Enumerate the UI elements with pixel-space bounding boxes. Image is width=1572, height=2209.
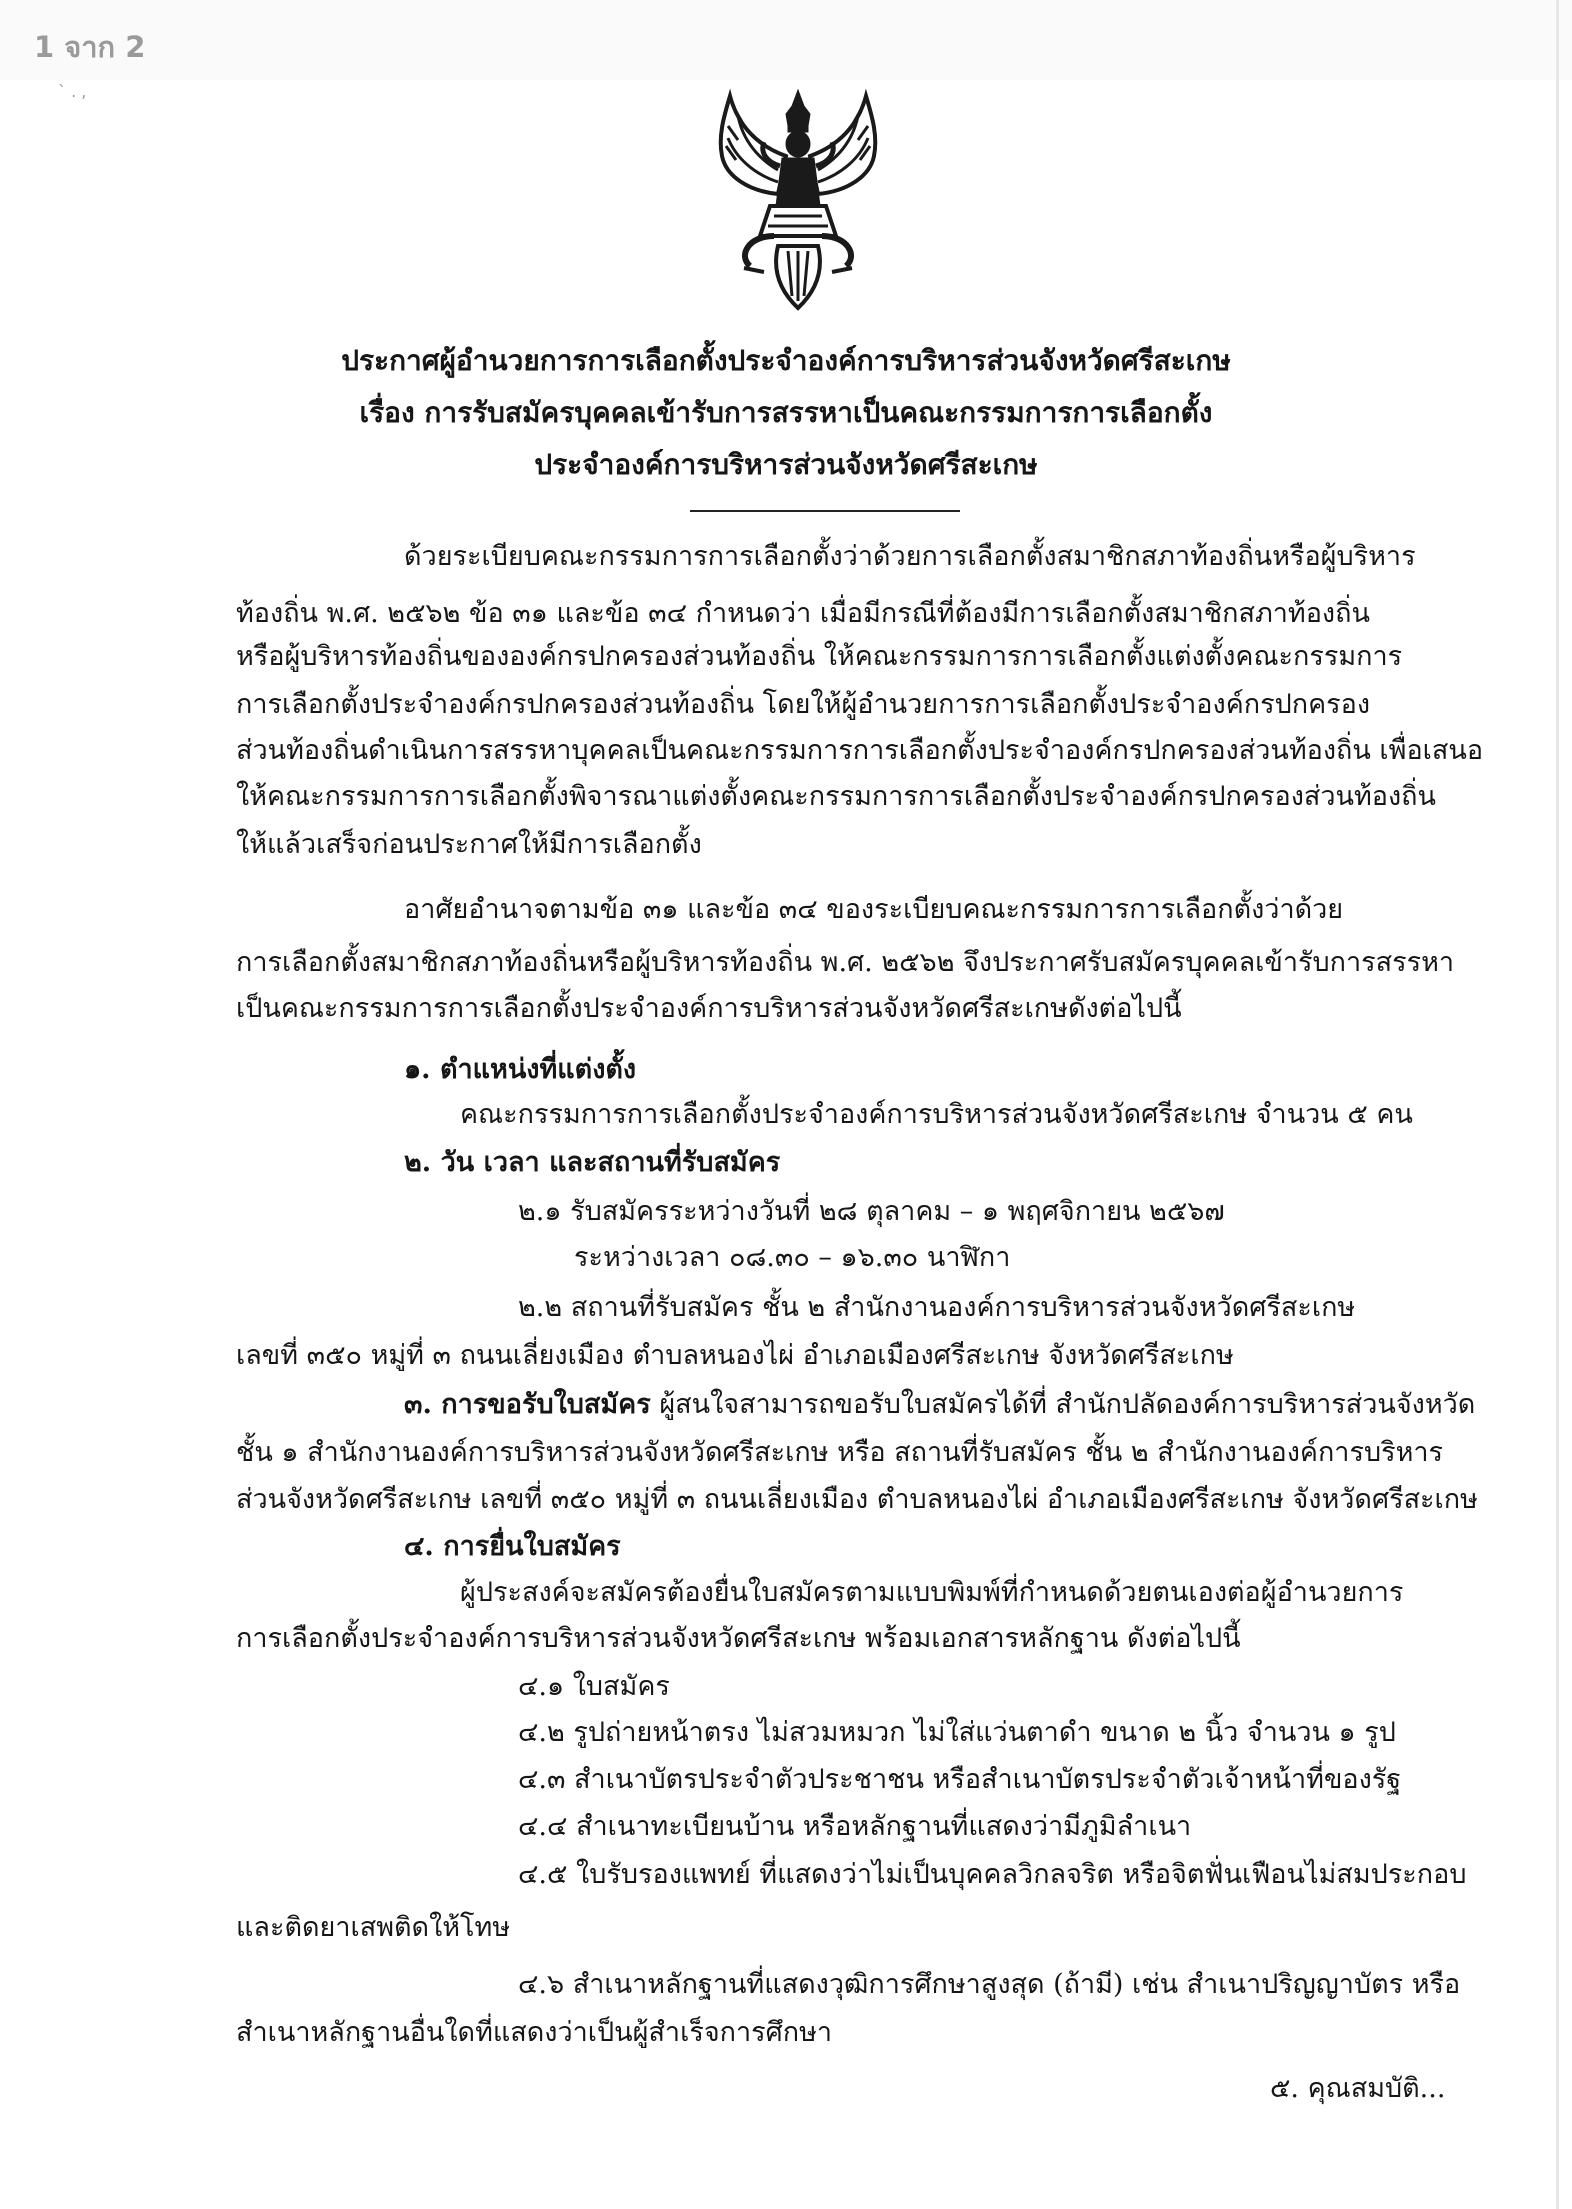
authority-line: อาศัยอำนาจตามข้อ ๓๑ และข้อ ๓๔ ของระเบียบคณะกรรมการการเลือกตั้งว่าด้วย: [404, 894, 1344, 925]
continued-marker: ๕. คุณสมบัติ...: [1270, 2073, 1446, 2104]
section-4-item-cont: และติดยาเสพติดให้โทษ: [236, 1912, 511, 1943]
section-3-line: ส่วนจังหวัดศรีสะเกษ เลขที่ ๓๕๐ หมู่ที่ ๓ ถนนเลี่ยงเมือง ตำบลหนองไผ่ อำเภอเมืองศรีสะเกษ จังหวัดศรีสะเกษ: [236, 1484, 1478, 1515]
section-4-body: ผู้ประสงค์จะสมัครต้องยื่นใบสมัครตามแบบพิมพ์ที่กำหนดด้วยตนเองต่อผู้อำนวยการ: [460, 1577, 1404, 1608]
section-4-item: ๔.๖ สำเนาหลักฐานที่แสดงวุฒิการศึกษาสูงสุด (ถ้ามี) เช่น สำเนาปริญญาบัตร หรือ: [518, 1969, 1461, 2000]
intro-line: ส่วนท้องถิ่นดำเนินการสรรหาบุคคลเป็นคณะกรรมการการเลือกตั้งประจำองค์กรปกครองส่วนท้องถิ่น เพื่อเสนอ: [236, 735, 1484, 766]
authority-line: เป็นคณะกรรมการการเลือกตั้งประจำองค์การบริหารส่วนจังหวัดศรีสะเกษดังต่อไปนี้: [236, 993, 1182, 1024]
intro-line: หรือผู้บริหารท้องถิ่นขององค์กรปกครองส่วนท้องถิ่น ให้คณะกรรมการการเลือกตั้งแต่งตั้งคณะกรรมการ: [236, 641, 1403, 672]
section-2-heading: ๒. วัน เวลา และสถานที่รับสมัคร: [404, 1147, 781, 1178]
intro-line: ให้คณะกรรมการการเลือกตั้งพิจารณาแต่งตั้งคณะกรรมการการเลือกตั้งประจำองค์กรปกครองส่วนท้องถิ่น: [236, 781, 1436, 812]
section-4-heading: ๔. การยื่นใบสมัคร: [404, 1531, 621, 1562]
title-line-1: ประกาศผู้อำนวยการการเลือกตั้งประจำองค์การบริหารส่วนจังหวัดศรีสะเกษ: [341, 344, 1231, 377]
section-1-body: คณะกรรมการการเลือกตั้งประจำองค์การบริหารส่วนจังหวัดศรีสะเกษ จำนวน ๕ คน: [460, 1099, 1413, 1130]
intro-line: ด้วยระเบียบคณะกรรมการการเลือกตั้งว่าด้วยการเลือกตั้งสมาชิกสภาท้องถิ่นหรือผู้บริหาร: [404, 541, 1416, 572]
section-4-item: ๔.๕ ใบรับรองแพทย์ ที่แสดงว่าไม่เป็นบุคคลวิกลจริต หรือจิตฟั่นเฟือนไม่สมประกอบ: [518, 1859, 1467, 1890]
scan-specks: ` . ,: [58, 82, 87, 101]
section-4-body: การเลือกตั้งประจำองค์การบริหารส่วนจังหวัดศรีสะเกษ พร้อมเอกสารหลักฐาน ดังต่อไปนี้: [236, 1623, 1241, 1654]
section-3-first-line: [404, 1380, 1475, 1430]
section-2-2: ๒.๒ สถานที่รับสมัคร ชั้น ๒ สำนักงานองค์การบริหารส่วนจังหวัดศรีสะเกษ: [518, 1292, 1356, 1323]
authority-line: การเลือกตั้งสมาชิกสภาท้องถิ่นหรือผู้บริหารท้องถิ่น พ.ศ. ๒๕๖๒ จึงประกาศรับสมัครบุคคลเข้ารับการสรรหา: [236, 947, 1455, 978]
section-4-item: ๔.๓ สำเนาบัตรประจำตัวประชาชน หรือสำเนาบัตรประจำตัวเจ้าหน้าที่ของรัฐ: [518, 1764, 1402, 1795]
title-line-3: ประจำองค์การบริหารส่วนจังหวัดศรีสะเกษ: [534, 448, 1038, 481]
section-3-text: ผู้สนใจสามารถขอรับใบสมัครได้ที่ สำนักปลัดองค์การบริหารส่วนจังหวัด: [650, 1389, 1476, 1420]
section-1-heading: ๑. ตำแหน่งที่แต่งตั้ง: [404, 1054, 637, 1085]
intro-line: การเลือกตั้งประจำองค์กรปกครองส่วนท้องถิ่น โดยให้ผู้อำนวยการการเลือกตั้งประจำองค์กรปกครอง: [236, 689, 1371, 720]
section-2-1: ๒.๑ รับสมัครระหว่างวันที่ ๒๘ ตุลาคม – ๑ พฤศจิกายน ๒๕๖๗: [518, 1196, 1225, 1227]
section-2-2-cont: เลขที่ ๓๕๐ หมู่ที่ ๓ ถนนเลี่ยงเมือง ตำบลหนองไผ่ อำเภอเมืองศรีสะเกษ จังหวัดศรีสะเกษ: [236, 1340, 1234, 1371]
section-4-item-cont: สำเนาหลักฐานอื่นใดที่แสดงว่าเป็นผู้สำเร็จการศึกษา: [236, 2017, 833, 2048]
section-4-item: ๔.๒ รูปถ่ายหน้าตรง ไม่สวมหมวก ไม่ใส่แว่นตาดำ ขนาด ๒ นิ้ว จำนวน ๑ รูป: [518, 1717, 1396, 1748]
intro-line: ท้องถิ่น พ.ศ. ๒๕๖๒ ข้อ ๓๑ และข้อ ๓๔ กำหนดว่า เมื่อมีกรณีที่ต้องมีการเลือกตั้งสมาชิกสภาท้องถิ่น: [236, 598, 1370, 629]
intro-line: ให้แล้วเสร็จก่อนประกาศให้มีการเลือกตั้ง: [236, 829, 702, 860]
page-indicator: 1 จาก 2: [34, 30, 146, 64]
section-3-line: ชั้น ๑ สำนักงานองค์การบริหารส่วนจังหวัดศรีสะเกษ หรือ สถานที่รับสมัคร ชั้น ๒ สำนักงานองค์การบริหาร: [236, 1437, 1444, 1468]
title-line-2: เรื่อง การรับสมัครบุคคลเข้ารับการสรรหาเป็นคณะกรรมการการเลือกตั้ง: [359, 396, 1213, 429]
section-2-time: ระหว่างเวลา ๐๘.๓๐ – ๑๖.๓๐ นาฬิกา: [574, 1242, 1011, 1273]
title-underline: [690, 510, 960, 512]
section-4-item: ๔.๑ ใบสมัคร: [518, 1671, 670, 1702]
section-3-heading: ๓. การขอรับใบสมัคร: [404, 1389, 651, 1420]
garuda-emblem-icon: [708, 86, 888, 311]
section-4-item: ๔.๔ สำเนาทะเบียนบ้าน หรือหลักฐานที่แสดงว่ามีภูมิลำเนา: [518, 1811, 1192, 1842]
